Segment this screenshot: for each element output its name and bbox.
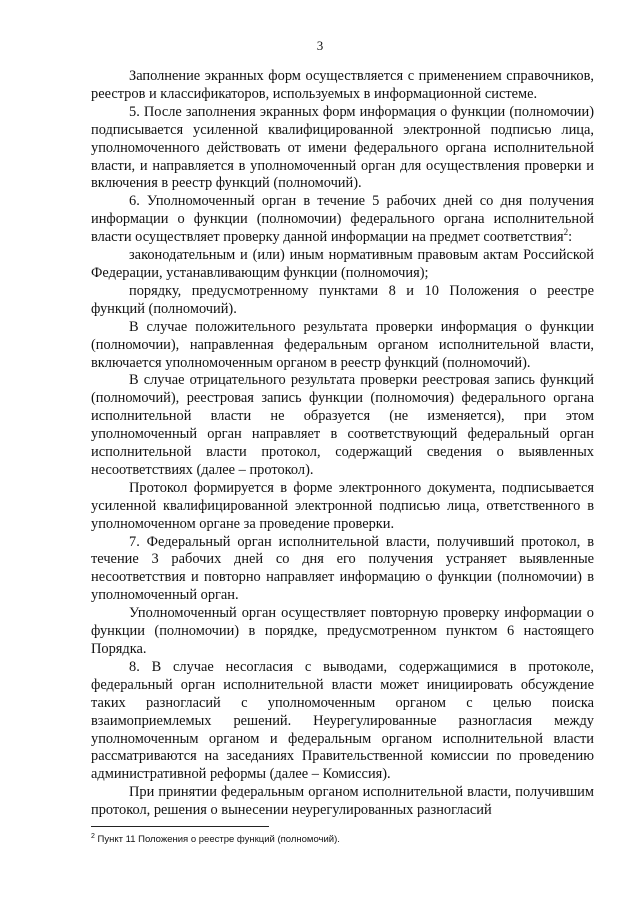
- paragraph: Уполномоченный орган осуществляет повторную проверку информации о функции (полномочии) в порядке, предусмотренном пунктом 6 настоящего Порядка.: [91, 605, 594, 657]
- footnote-text: Пункт 11 Положения о реестре функций (полномочий).: [94, 834, 340, 845]
- footnote: [91, 834, 594, 846]
- paragraph: В случае положительного результата проверки информация о функции (полномочии), направленная федеральным органом исполнительной власти, включается уполномоченным органом в реестр функций (полномочий).: [91, 318, 594, 371]
- paragraph: [91, 193, 594, 247]
- paragraph: Протокол формируется в форме электронного документа, подписывается усиленной квалифицированной электронной подписью лица, ответственного в уполномоченном органе за проведение проверки.: [91, 479, 594, 532]
- paragraph: порядку, предусмотренному пунктами 8 и 10 Положения о реестре функций (полномочий).: [91, 282, 594, 317]
- footnote-marker: 2: [91, 832, 95, 840]
- paragraph-text: 6. Уполномоченный орган в течение 5 рабочих дней со дня получения информации о функции (полномочии) федерального органа исполнительной власти осуществляет проверку данной информации на предмет соответствия: [91, 193, 594, 246]
- paragraph: В случае отрицательного результата проверки реестровая запись функций (полномочий), реестровая запись функции (полномочия) федерального органа исполнительной власти не образуется (не изменяется), при этом уполномоченный орган направляет в соответствующий федеральный орган исполнительной власти протокол, содержащий сведения о выявленных несоответствиях (далее – протокол).: [91, 372, 594, 478]
- paragraph: 7. Федеральный орган исполнительной власти, получивший протокол, в течение 3 рабочих дней со дня его получения устраняет выявленные несоответствия и повторно направляет информацию о функции (полномочии) в уполномоченный орган.: [91, 533, 594, 604]
- paragraph: При принятии федеральным органом исполнительной власти, получившим протокол, решения о вынесении неурегулированных разногласий: [91, 784, 594, 819]
- paragraph: законодательным и (или) иным нормативным правовым актам Российской Федерации, устанавливающим функции (полномочия);: [91, 247, 594, 281]
- page-number: 3: [316, 38, 324, 53]
- document-body: [91, 68, 594, 820]
- paragraph: 8. В случае несогласия с выводами, содержащимися в протоколе, федеральный орган исполнительной власти может инициировать обсуждение таких разногласий с уполномоченным органом с целью поиска взаимоприемлемых решений. Неурегулированные разногласия между уполномоченным органом и федеральным органом исполнительной власти рассматриваются на заседаниях Правительственной комиссии по проведению административной реформы (далее – Комиссия).: [91, 658, 594, 783]
- footnote-reference: 2: [563, 227, 569, 238]
- paragraph-tail: :: [568, 229, 573, 246]
- paragraph: 5. После заполнения экранных форм информация о функции (полномочии) подписывается усиленной квалифицированной электронной подписью лица, уполномоченного действовать от имени федерального органа исполнительной власти, и направляется в уполномоченный орган для осуществления проверки и включения в реестр функций (полномочий).: [91, 103, 594, 192]
- footnote-divider: [91, 826, 269, 827]
- paragraph: Заполнение экранных форм осуществляется с применением справочников, реестров и классификаторов, используемых в информационной системе.: [91, 68, 594, 102]
